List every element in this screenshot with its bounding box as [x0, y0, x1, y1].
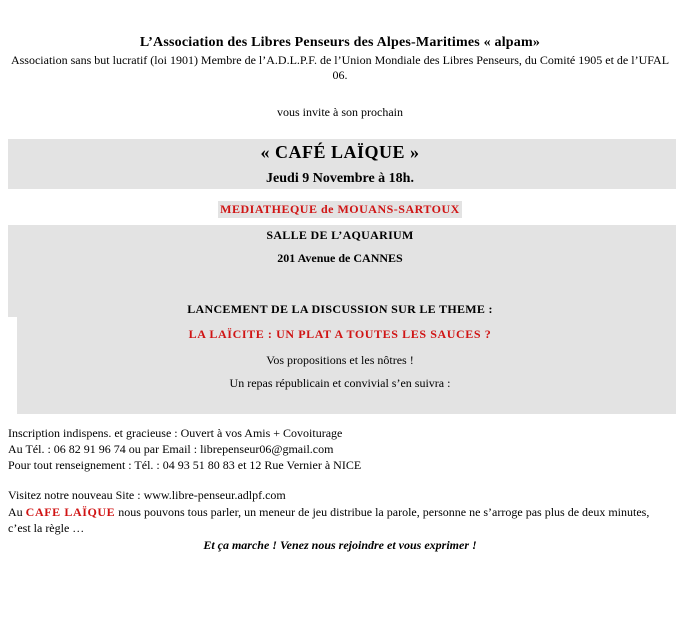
discussion-theme: LA LAÏCITE : UN PLAT A TOUTES LES SAUCES ? [188, 327, 492, 341]
event-date: Jeudi 9 Novembre à 18h. [266, 171, 414, 186]
invite-text: vous invite à son prochain [277, 105, 403, 119]
event-venue: MEDIATHEQUE de MOUANS-SARTOUX [220, 202, 460, 216]
cafe-laique-highlight: CAFE LAÏQUE [25, 505, 116, 519]
venue-wrapper [0, 200, 680, 218]
cafe-description-prefix: Au [8, 505, 26, 519]
registration-info: Inscription indispens. et gracieuse : Ouvert à vos Amis + Covoiturage [8, 426, 343, 440]
meal-text: Un repas républicain et convivial s’en suivra : [229, 376, 451, 390]
address-info: Pour tout renseignement : Tél. : 04 93 51 80 83 et 12 Rue Vernier à NICE [8, 458, 362, 472]
event-address: 201 Avenue de CANNES [277, 251, 403, 265]
association-subtitle: Association sans but lucratif (loi 1901) Membre de l’A.D.L.P.F. de l’Union Mondiale des Libres Penseurs, du Comité 1905 et de l’UFAL 06. [10, 53, 670, 82]
cafe-description-rest: nous pouvons tous parler, un meneur de jeu distribue la parole, personne ne s’arroge pas plus de deux minutes, c’est la règle … [8, 505, 650, 535]
association-title: L’Association des Libres Penseurs des Alpes-Maritimes « alpam» [139, 35, 541, 50]
event-title: « CAFÉ LAÏQUE » [260, 142, 420, 162]
propositions-text: Vos propositions et les nôtres ! [266, 353, 414, 367]
event-room: SALLE DE L’AQUARIUM [266, 228, 414, 242]
website-link[interactable]: Visitez notre nouveau Site : www.libre-penseur.adlpf.com [8, 488, 286, 502]
cafe-description [8, 504, 674, 536]
discussion-launch: LANCEMENT DE LA DISCUSSION SUR LE THEME : [187, 302, 493, 316]
closing-text: Et ça marche ! Venez nous rejoindre et vous exprimer ! [203, 538, 477, 552]
contact-info[interactable]: Au Tél. : 06 82 91 96 74 ou par Email : librepenseur06@gmail.com [8, 442, 334, 456]
